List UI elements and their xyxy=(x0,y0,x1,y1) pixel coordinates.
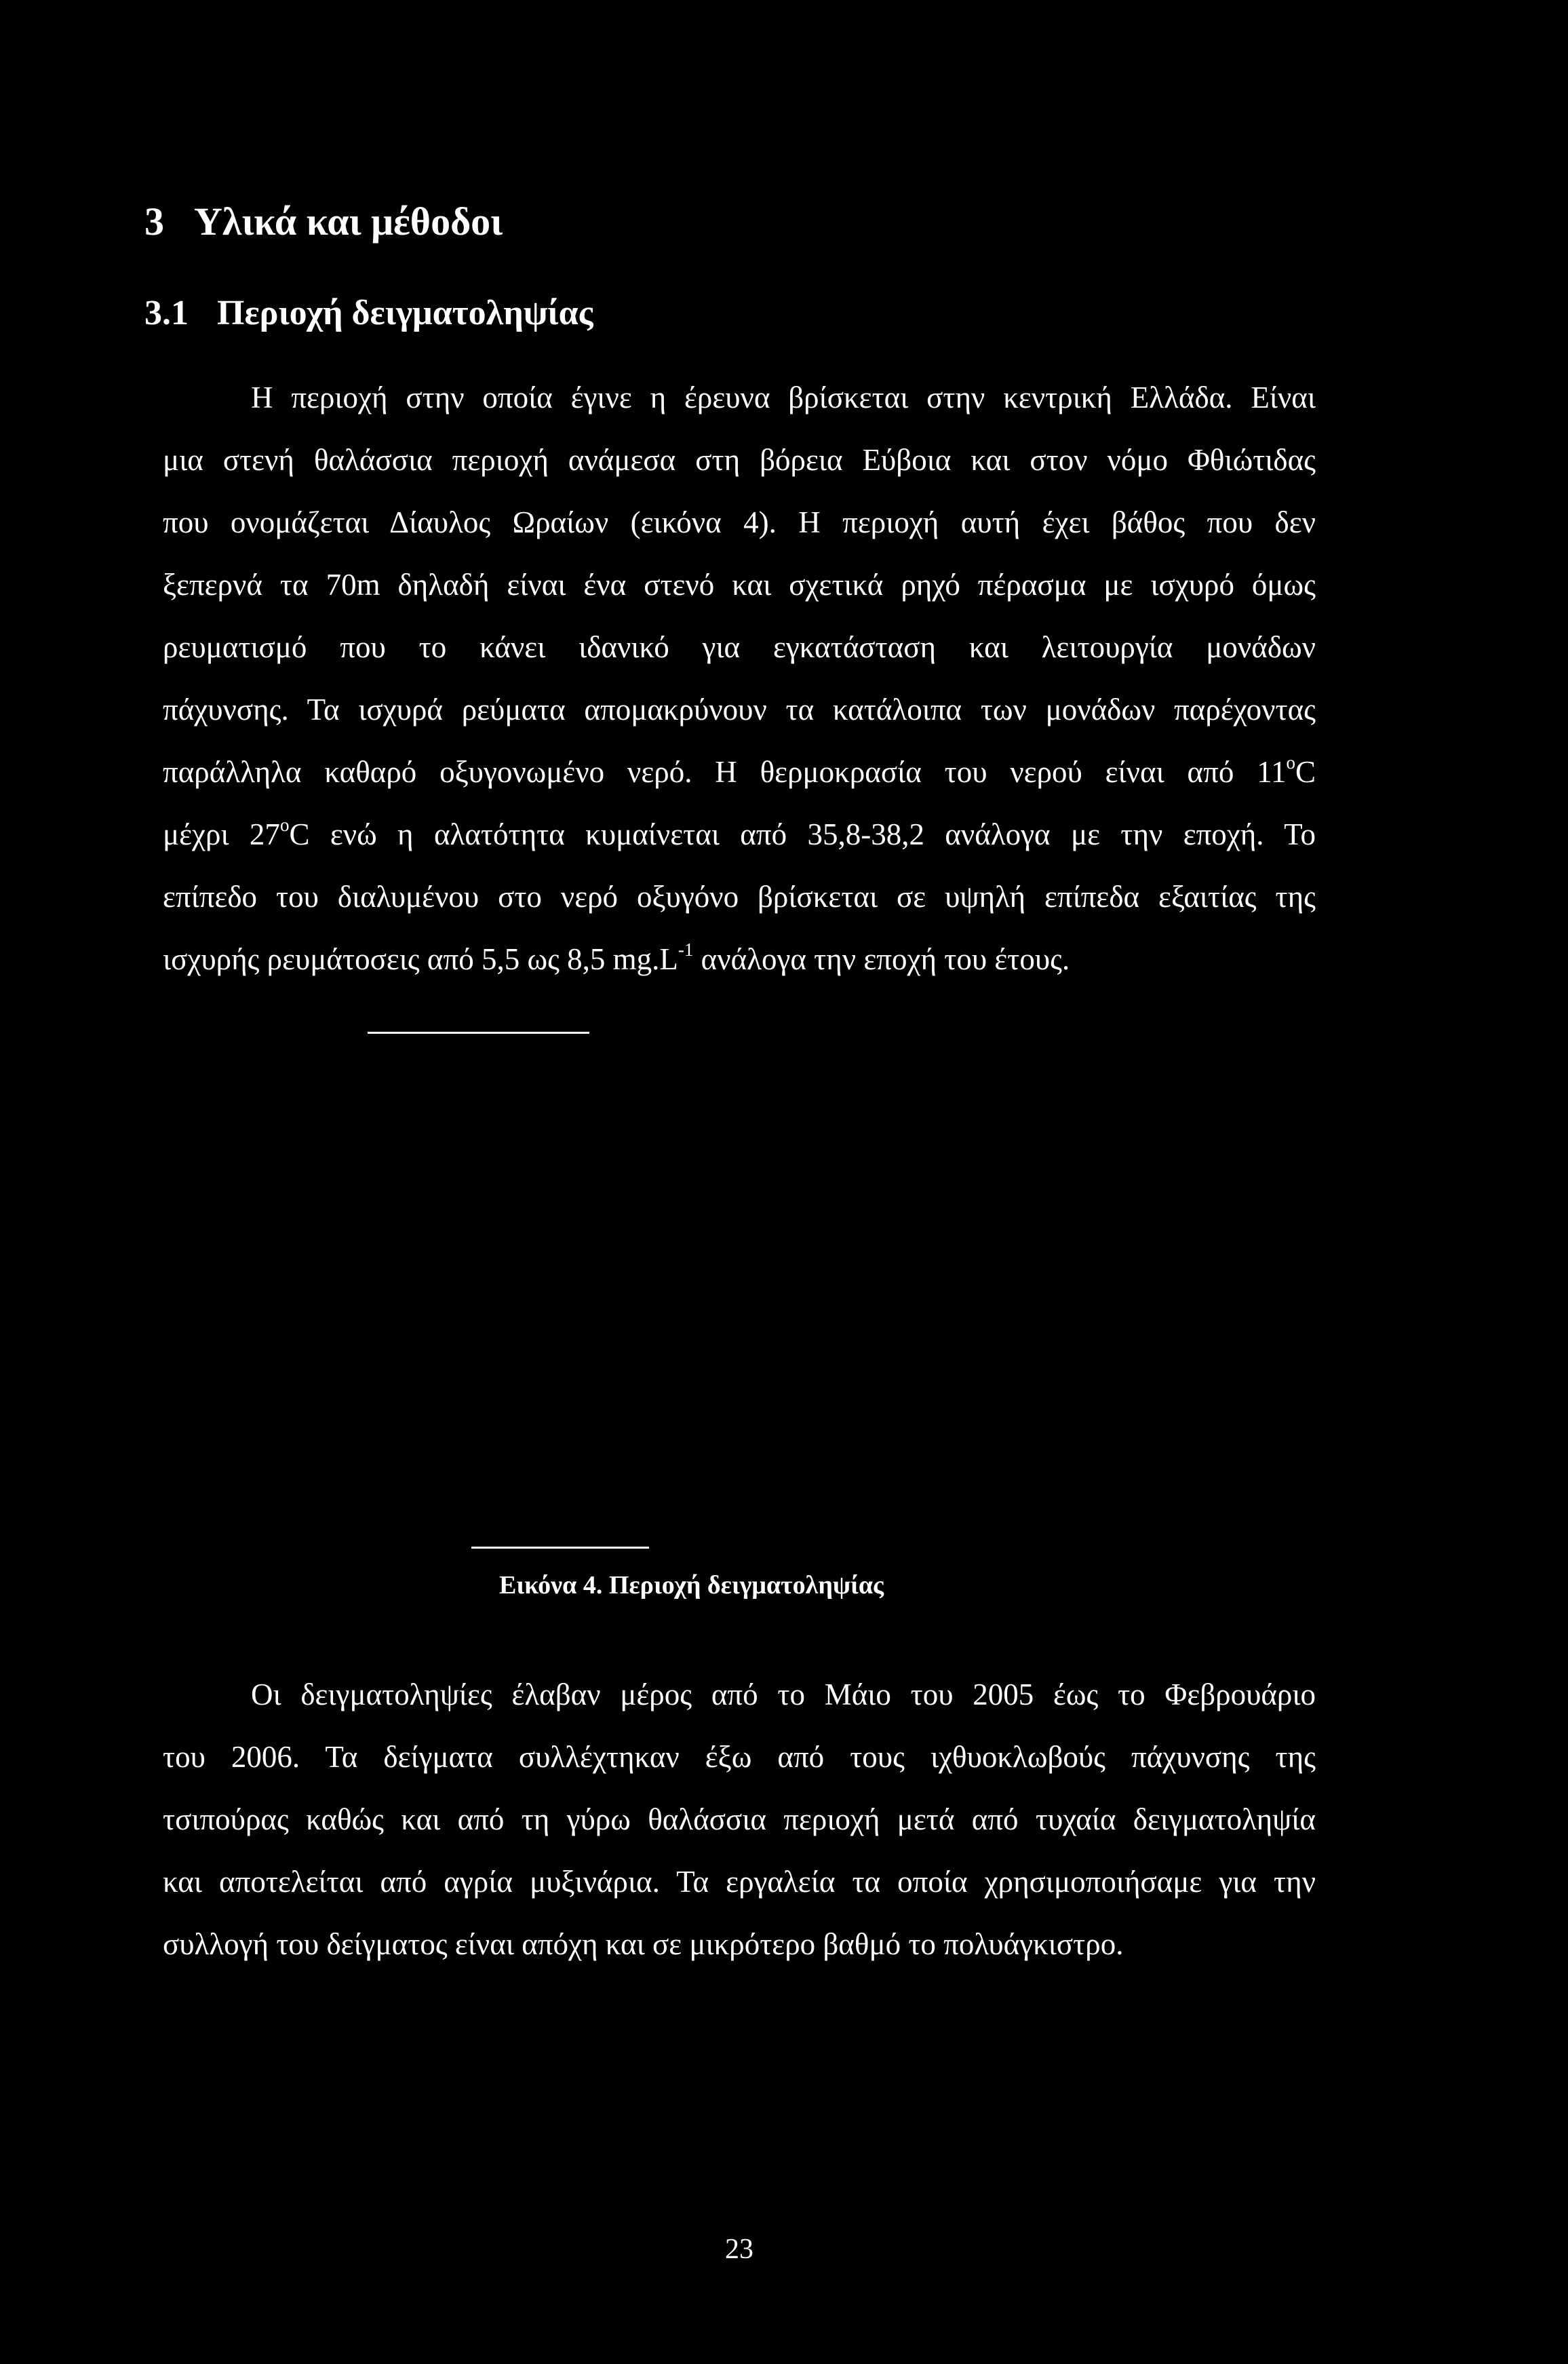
sampling-paragraph xyxy=(163,1663,1316,1975)
page-number: 23 xyxy=(725,2234,753,2265)
line-text: ανάλογα την εποχή του έτους. xyxy=(693,942,1070,976)
paragraph-line xyxy=(163,803,1316,866)
paragraph-line xyxy=(163,928,1316,990)
paragraph-line: τσιπούρας καθώς και από τη γύρω θαλάσσια περιοχή μετά από τυχαία δειγματοληψία xyxy=(163,1802,1316,1836)
paragraph-line: επίπεδο του διαλυμένου στο νερό οξυγόνο βρίσκεται σε υψηλή επίπεδα εξαιτίας της xyxy=(163,880,1316,914)
figure-top-rule xyxy=(368,1032,589,1034)
paragraph-line: πάχυνσης. Τα ισχυρά ρεύματα απομακρύνουν τα κατάλοιπα των μονάδων παρέχοντας xyxy=(163,693,1316,726)
line-text: ισχυρής ρευμάτοσεις από 5,5 ως 8,5 mg.L xyxy=(163,942,678,976)
paragraph-line: συλλογή του δείγματος είναι απόχη και σε μικρότερο βαθμό το πολυάγκιστρο. xyxy=(163,1927,1124,1961)
line-text: μέχρι 27 xyxy=(163,817,280,851)
line-text: C ενώ η αλατότητα κυμαίνεται από 35,8-38,2 ανάλογα με την εποχή. Το xyxy=(289,817,1316,851)
chapter-title: Υλικά και μέθοδοι xyxy=(194,199,503,244)
unit-superscript: -1 xyxy=(678,939,694,960)
paragraph-line: ρευματισμό που το κάνει ιδανικό για εγκατάσταση και λειτουργία μονάδων xyxy=(163,630,1316,664)
study-area-paragraph xyxy=(163,366,1316,990)
degree-superscript: o xyxy=(1286,752,1295,773)
section-title: Περιοχή δειγματοληψίας xyxy=(217,294,593,332)
degree-superscript: o xyxy=(279,815,290,835)
line-text: παράλληλα καθαρό οξυγονωμένο νερό. Η θερμοκρασία του νερού είναι από 11 xyxy=(163,755,1287,789)
paragraph-line: ξεπερνά τα 70m δηλαδή είναι ένα στενό και σχετικά ρηχό πέρασμα με ισχυρό όμως xyxy=(163,568,1316,602)
line-text: C xyxy=(1295,755,1316,789)
paragraph-line: μια στενή θαλάσσια περιοχή ανάμεσα στη βόρεια Εύβοια και στον νόμο Φθιώτιδας xyxy=(163,443,1316,477)
section-heading xyxy=(144,293,593,333)
figure-image-area xyxy=(339,1004,1289,1560)
paragraph-line: που ονομάζεται Δίαυλος Ωραίων (εικόνα 4). Η περιοχή αυτή έχει βάθος που δεν xyxy=(163,505,1316,539)
paragraph-line: Η περιοχή στην οποία έγινε η έρευνα βρίσκεται στην κεντρική Ελλάδα. Είναι xyxy=(251,381,1316,414)
paragraph-line: Οι δειγματοληψίες έλαβαν μέρος από το Μάιο του 2005 έως το Φεβρουάριο xyxy=(251,1678,1316,1711)
paragraph-line: και αποτελείται από αγρία μυξινάρια. Τα εργαλεία τα οποία χρησιμοποιήσαμε για την xyxy=(163,1865,1316,1899)
section-number: 3.1 xyxy=(144,294,189,332)
chapter-heading xyxy=(144,199,503,244)
figure-bottom-rule xyxy=(471,1547,649,1549)
figure-caption: Εικόνα 4. Περιοχή δειγματοληψίας xyxy=(499,1571,884,1600)
paragraph-line xyxy=(163,741,1316,803)
paragraph-line: του 2006. Τα δείγματα συλλέχτηκαν έξω από τους ιχθυοκλωβούς πάχυνσης της xyxy=(163,1740,1316,1774)
chapter-number: 3 xyxy=(144,199,164,244)
